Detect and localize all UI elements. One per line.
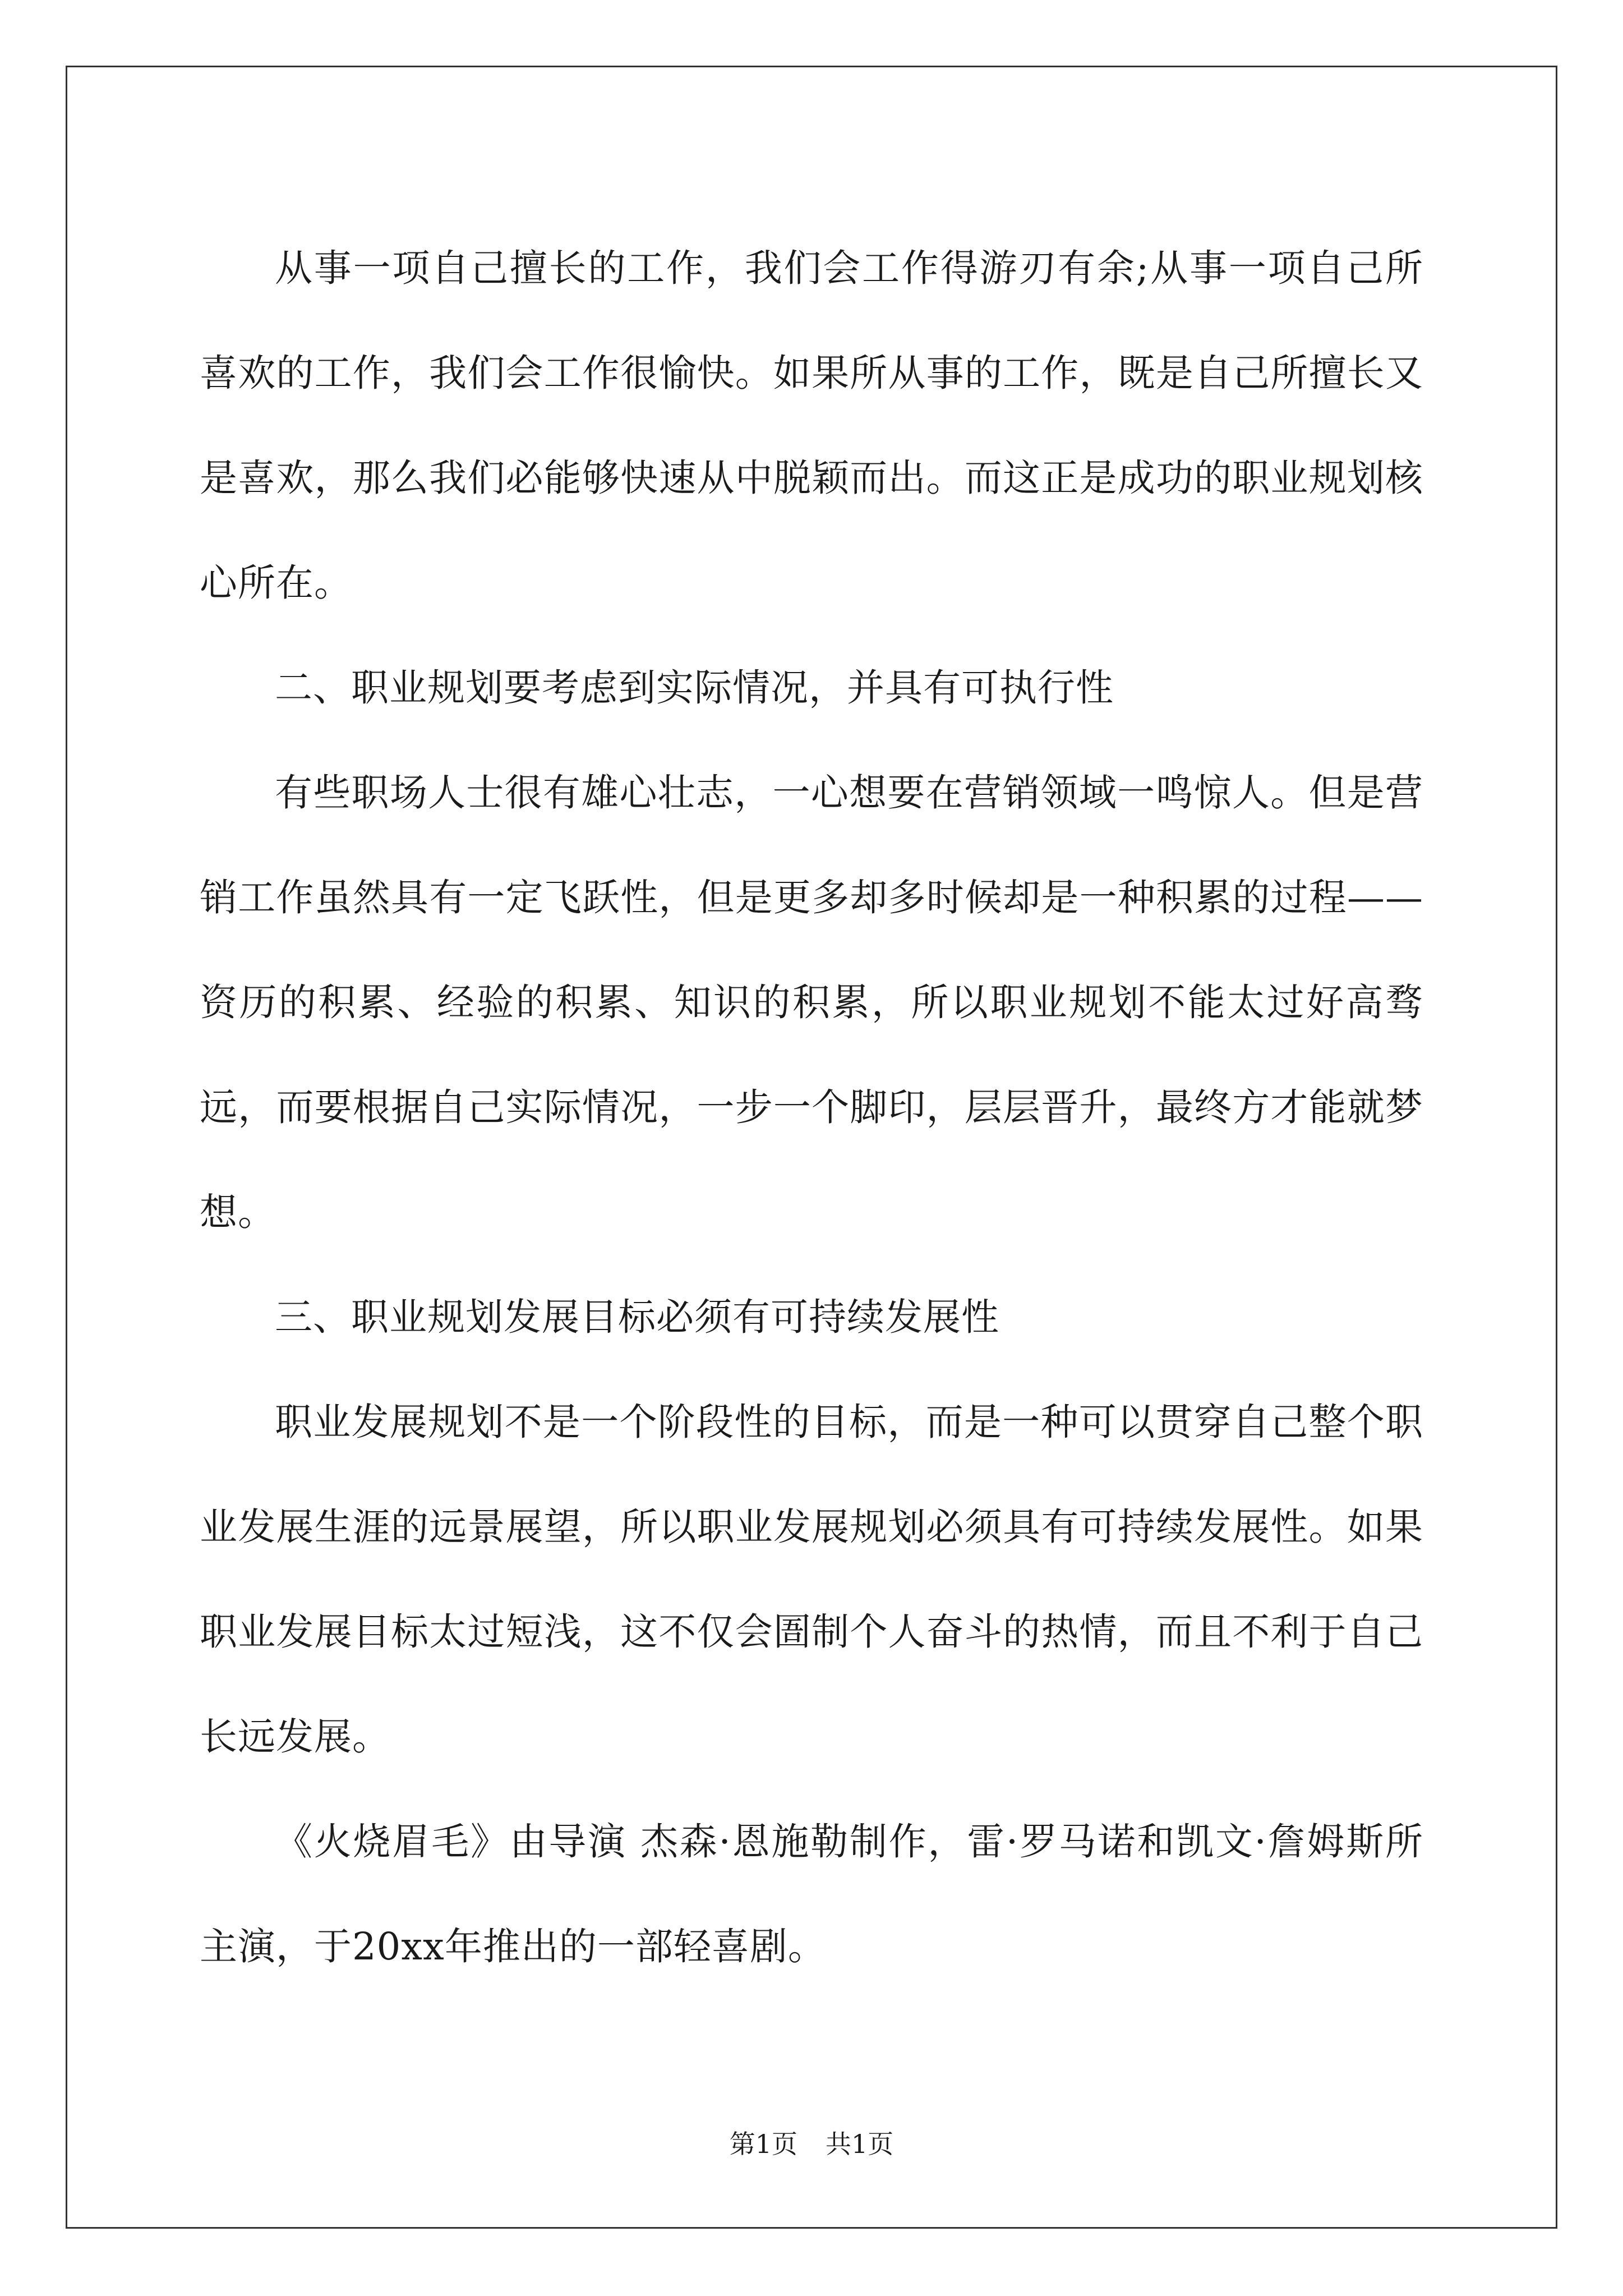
paragraph-section-3: 职业发展规划不是一个阶段性的目标，而是一种可以贯穿自己整个职业发展生涯的远景展望，所以职业发展规划必须具有可持续发展性。如果职业发展目标太过短浅，这不仅会圄制个人奋斗的热情，而且不利于自己长远发展。	[200, 1400, 1423, 1759]
paragraph-section-2: 有些职场人士很有雄心壮志，一心想要在营销领域一鸣惊人。但是营销工作虽然具有一定飞跃性，但是更多却多时候却是一种积累的过程——资历的积累、经验的积累、知识的积累，所以职业规划不能太过好高骛远，而要根据自己实际情况，一步一个脚印，层层晋升，最终方才能就梦想。	[200, 771, 1423, 1234]
section-heading-2: 二、职业规划要考虑到实际情况，并具有可执行性	[275, 666, 1114, 710]
paragraph-film-note: 《火烧眉毛》由导演 杰森·恩施勒制作，雷·罗马诺和凯文·詹姆斯所主演，于20xx年推出的一部轻喜剧。	[200, 1820, 1423, 1968]
paragraph-intro: 从事一项自己擅长的工作，我们会工作得游刃有余;从事一项自己所喜欢的工作，我们会工作很愉快。如果所从事的工作，既是自己所擅长又是喜欢，那么我们必能够快速从中脱颖而出。而这正是成功的职业规划核心所在。	[200, 246, 1423, 605]
page-total: 共1页	[826, 2129, 894, 2159]
page-number: 第1页	[729, 2129, 797, 2159]
page-footer	[0, 2127, 1623, 2161]
section-heading-3: 三、职业规划发展目标必须有可持续发展性	[275, 1295, 999, 1339]
document-body	[200, 216, 1423, 1999]
